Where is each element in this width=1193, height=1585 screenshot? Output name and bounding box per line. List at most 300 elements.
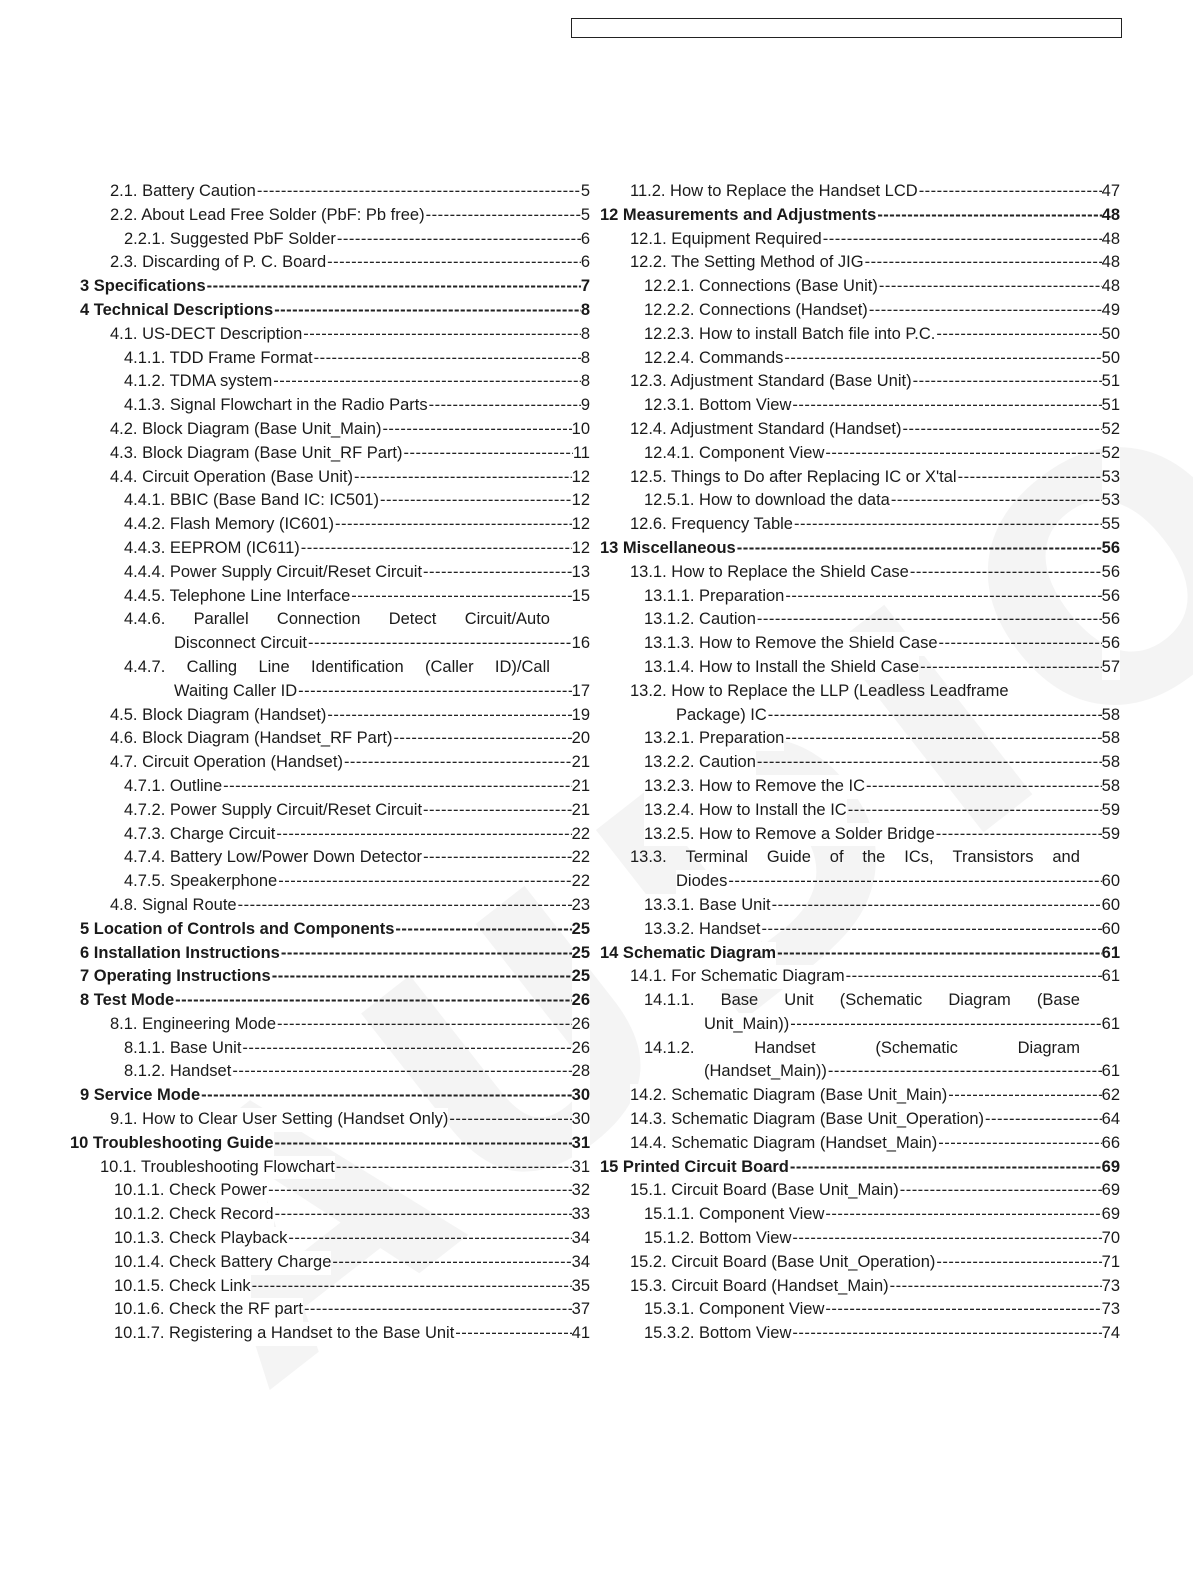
- toc-entry-title: 12.2. The Setting Method of JIG: [630, 251, 864, 275]
- toc-entry-title: 4.1.1. TDD Frame Format: [124, 347, 313, 371]
- toc-entry-title: 12.2.3. How to install Batch file into P.C.: [644, 323, 935, 347]
- toc-entry-page: 70: [1102, 1227, 1120, 1251]
- toc-entry-page: 26: [572, 1013, 590, 1037]
- toc-entry-title: 13 Miscellaneous: [600, 537, 736, 561]
- dot-leader: [422, 799, 572, 823]
- toc-entry[interactable]: [644, 347, 1120, 371]
- dot-leader: [912, 370, 1102, 394]
- toc-entry-page: 8: [581, 370, 590, 394]
- toc-entry-title: 2.2.1. Suggested PbF Solder: [124, 228, 336, 252]
- dot-leader: [756, 608, 1102, 632]
- toc-entry[interactable]: [644, 1298, 1120, 1322]
- toc-entry-page: 11: [573, 442, 590, 466]
- toc-entry-title: 15.3. Circuit Board (Handset_Main): [630, 1275, 889, 1299]
- toc-entry-title: 15.2. Circuit Board (Base Unit_Operation): [630, 1251, 935, 1275]
- toc-entry-word: Identification: [310, 657, 404, 676]
- toc-entry-title: Unit_Main)): [704, 1013, 789, 1037]
- dot-leader: [935, 823, 1102, 847]
- dot-leader: [935, 323, 1101, 347]
- toc-entry-page: 69: [1102, 1203, 1120, 1227]
- toc-entry-title: 12.1. Equipment Required: [630, 228, 822, 252]
- toc-entry-word: 14.1.2.: [644, 1038, 695, 1057]
- toc-entry-title: Package) IC: [676, 704, 767, 728]
- toc-entry[interactable]: [630, 228, 1120, 252]
- toc-entry-page: 53: [1102, 466, 1120, 490]
- toc-entry-page: 22: [572, 823, 590, 847]
- toc-entry[interactable]: [600, 846, 1120, 894]
- toc-entry-title: 14.2. Schematic Diagram (Base Unit_Main): [630, 1084, 947, 1108]
- toc-entry-page: 9: [581, 394, 590, 418]
- toc-entry-title: Disconnect Circuit: [174, 632, 307, 656]
- toc-entry[interactable]: [110, 466, 590, 490]
- dot-leader: [326, 704, 571, 728]
- dot-leader: [827, 1060, 1102, 1084]
- toc-entry-page: 47: [1102, 180, 1120, 204]
- dot-leader: [274, 1132, 572, 1156]
- toc-entry-title: 3 Specifications: [80, 275, 206, 299]
- toc-entry-title: 2.1. Battery Caution: [110, 180, 256, 204]
- toc-entry[interactable]: [124, 846, 590, 870]
- toc-entry-page: 19: [572, 704, 590, 728]
- toc-entry-page: 21: [572, 775, 590, 799]
- toc-entry-word: Detect: [388, 610, 437, 629]
- dot-leader: [174, 989, 572, 1013]
- toc-entry[interactable]: [114, 1322, 590, 1346]
- toc-entry-title: 13.2.4. How to Install the IC: [644, 799, 847, 823]
- toc-entry[interactable]: [114, 1227, 590, 1251]
- toc-entry-page: 50: [1102, 323, 1120, 347]
- toc-entry[interactable]: [600, 989, 1120, 1037]
- toc-entry-title: 9 Service Mode: [80, 1084, 200, 1108]
- toc-entry-title: 15.1.1. Component View: [644, 1203, 824, 1227]
- toc-chapter[interactable]: [80, 299, 590, 323]
- toc-entry-word: 4.4.6.: [124, 610, 166, 629]
- toc-entry-title: 10 Troubleshooting Guide: [70, 1132, 274, 1156]
- toc-entry[interactable]: [644, 751, 1120, 775]
- toc-entry[interactable]: [70, 608, 590, 656]
- dot-leader: [336, 228, 581, 252]
- dot-leader: [902, 418, 1102, 442]
- toc-entry[interactable]: [114, 1251, 590, 1275]
- toc-entry[interactable]: [110, 704, 590, 728]
- toc-entry-page: 61: [1101, 1014, 1120, 1033]
- toc-entry-title: Waiting Caller ID: [174, 680, 297, 704]
- toc-entry-title: 12 Measurements and Adjustments: [600, 204, 876, 228]
- toc-entry-page: 7: [581, 275, 590, 299]
- toc-entry[interactable]: [114, 1275, 590, 1299]
- toc-entry-page: 8: [581, 347, 590, 371]
- toc-entry-title: 13.1.3. How to Remove the Shield Case: [644, 632, 938, 656]
- toc-entry[interactable]: [124, 228, 590, 252]
- dot-leader: [272, 370, 581, 394]
- toc-entry-page: 12: [572, 537, 590, 561]
- toc-entry[interactable]: [644, 727, 1120, 751]
- toc-entry-word: Line: [258, 657, 290, 676]
- toc-entry[interactable]: [110, 1108, 590, 1132]
- toc-entry-page: 26: [572, 989, 590, 1013]
- toc-chapter[interactable]: [600, 204, 1120, 228]
- toc-entry-page: 69: [1102, 1179, 1120, 1203]
- dot-leader: [331, 1251, 571, 1275]
- dot-leader: [381, 418, 571, 442]
- dot-leader: [736, 537, 1102, 561]
- dot-leader: [403, 442, 573, 466]
- toc-entry-page: 34: [572, 1251, 590, 1275]
- toc-entry[interactable]: [644, 632, 1120, 656]
- toc-entry-page: 62: [1102, 1084, 1120, 1108]
- dot-leader: [241, 1037, 571, 1061]
- toc-entry-title: 12.5.1. How to download the data: [644, 489, 890, 513]
- toc-entry-page: 50: [1102, 347, 1120, 371]
- toc-entry[interactable]: [110, 323, 590, 347]
- toc-entry-word: Base: [720, 991, 759, 1010]
- dot-leader: [776, 942, 1102, 966]
- toc-entry-page: 33: [572, 1203, 590, 1227]
- toc-entry[interactable]: [630, 561, 1120, 585]
- toc-entry-page: 74: [1102, 1322, 1120, 1346]
- toc-entry-page: 37: [572, 1298, 590, 1322]
- toc-entry-title: 4.6. Block Diagram (Handset_RF Part): [110, 727, 392, 751]
- toc-entry[interactable]: [600, 1037, 1120, 1085]
- dot-leader: [767, 704, 1102, 728]
- dot-leader: [280, 942, 572, 966]
- dot-leader: [771, 894, 1102, 918]
- toc-entry-title: 12.3. Adjustment Standard (Base Unit): [630, 370, 912, 394]
- toc-entry-page: 17: [571, 681, 590, 700]
- toc-entry-page: 16: [571, 634, 590, 653]
- toc-entry-title: 4.7.1. Outline: [124, 775, 222, 799]
- toc-entry[interactable]: [644, 1322, 1120, 1346]
- toc-entry-page: 10: [572, 418, 590, 442]
- toc-entry[interactable]: [600, 680, 1120, 728]
- toc-chapter[interactable]: [600, 537, 1120, 561]
- toc-entry-page: 12: [572, 489, 590, 513]
- toc-entry-title: 12.2.1. Connections (Base Unit): [644, 275, 878, 299]
- dot-leader: [379, 489, 572, 513]
- dot-leader: [275, 823, 571, 847]
- toc-entry-page: 48: [1102, 204, 1120, 228]
- toc-entry-page: 22: [572, 870, 590, 894]
- toc-entry-word: 4.4.7.: [124, 657, 166, 676]
- toc-entry-page: 61: [1102, 965, 1120, 989]
- toc-entry-page: 56: [1102, 561, 1120, 585]
- dot-leader: [789, 1156, 1102, 1180]
- dot-leader: [784, 727, 1101, 751]
- toc-entry[interactable]: [644, 323, 1120, 347]
- toc-entry[interactable]: [114, 1298, 590, 1322]
- toc-entry-page: 31: [572, 1156, 590, 1180]
- toc-entry[interactable]: [630, 1132, 1120, 1156]
- toc-entry-title: 10.1.1. Check Power: [114, 1179, 267, 1203]
- toc-entry[interactable]: [630, 1179, 1120, 1203]
- toc-entry-title: 2.3. Discarding of P. C. Board: [110, 251, 326, 275]
- toc-entry-title: 4.1.3. Signal Flowchart in the Radio Parts: [124, 394, 428, 418]
- toc-entry-title: 4.7.4. Battery Low/Power Down Detector: [124, 846, 422, 870]
- toc-entry[interactable]: [110, 180, 590, 204]
- toc-entry-page: 8: [581, 323, 590, 347]
- toc-entry-page: 56: [1102, 632, 1120, 656]
- dot-leader: [251, 1275, 572, 1299]
- dot-leader: [957, 466, 1102, 490]
- toc-entry[interactable]: [644, 1203, 1120, 1227]
- toc-entry-page: 58: [1102, 775, 1120, 799]
- toc-entry[interactable]: [630, 180, 1120, 204]
- toc-entry[interactable]: [644, 585, 1120, 609]
- toc-entry-title: 6 Installation Instructions: [80, 942, 280, 966]
- toc-entry[interactable]: [630, 513, 1120, 537]
- toc-entry-title: 8.1.2. Handset: [124, 1060, 231, 1084]
- toc-entry[interactable]: [124, 585, 590, 609]
- toc-entry-title: 4.3. Block Diagram (Base Unit_RF Part): [110, 442, 403, 466]
- toc-entry-title: 12.4. Adjustment Standard (Handset): [630, 418, 902, 442]
- toc-entry-title: 13.2.3. How to Remove the IC: [644, 775, 865, 799]
- toc-entry-title: 13.1.1. Preparation: [644, 585, 784, 609]
- toc-entry-page: 71: [1102, 1251, 1120, 1275]
- toc-entry[interactable]: [110, 894, 590, 918]
- dot-leader: [918, 180, 1102, 204]
- toc-entry[interactable]: [644, 299, 1120, 323]
- dot-leader: [206, 275, 581, 299]
- toc-entry[interactable]: [644, 608, 1120, 632]
- toc-entry[interactable]: [124, 347, 590, 371]
- toc-entry-word: Calling: [186, 657, 238, 676]
- toc-entry[interactable]: [110, 204, 590, 228]
- dot-leader: [864, 251, 1102, 275]
- toc-entry-page: 51: [1102, 394, 1120, 418]
- toc-entry[interactable]: [644, 799, 1120, 823]
- toc-entry-title: 14.1. For Schematic Diagram: [630, 965, 845, 989]
- toc-entry-page: 30: [572, 1084, 590, 1108]
- toc-entry[interactable]: [110, 727, 590, 751]
- toc-entry[interactable]: [124, 870, 590, 894]
- dot-leader: [313, 347, 581, 371]
- toc-entry[interactable]: [644, 918, 1120, 942]
- toc-entry-page: 69: [1102, 1156, 1120, 1180]
- toc-entry-page: 60: [1102, 918, 1120, 942]
- toc-entry[interactable]: [124, 823, 590, 847]
- toc-entry-title: 4.4. Circuit Operation (Base Unit): [110, 466, 353, 490]
- dot-leader: [824, 442, 1101, 466]
- toc-entry[interactable]: [630, 1084, 1120, 1108]
- toc-entry-page: 8: [581, 299, 590, 323]
- toc-entry-title: 13.1.2. Caution: [644, 608, 756, 632]
- dot-leader: [326, 251, 581, 275]
- dot-leader: [277, 870, 571, 894]
- toc-entry[interactable]: [124, 370, 590, 394]
- dot-leader: [824, 1298, 1101, 1322]
- toc-chapter[interactable]: [600, 1156, 1120, 1180]
- toc-entry-page: 52: [1102, 418, 1120, 442]
- toc-entry-page: 60: [1101, 872, 1120, 891]
- dot-leader: [300, 537, 572, 561]
- toc-entry[interactable]: [124, 1060, 590, 1084]
- toc-entry[interactable]: [644, 394, 1120, 418]
- dot-leader: [791, 1322, 1101, 1346]
- toc-chapter[interactable]: [80, 1084, 590, 1108]
- toc-entry[interactable]: [644, 1227, 1120, 1251]
- toc-entry-title: Diodes: [676, 870, 727, 894]
- toc-entry[interactable]: [644, 823, 1120, 847]
- toc-chapter[interactable]: [80, 989, 590, 1013]
- toc-entry-word: Transistors: [952, 848, 1034, 867]
- dot-leader: [727, 870, 1101, 894]
- toc-entry-title: (Handset_Main)): [704, 1060, 827, 1084]
- toc-entry-word: (Base: [1036, 991, 1080, 1010]
- dot-leader: [307, 632, 572, 656]
- header-frame: [571, 18, 1122, 38]
- toc-chapter[interactable]: [80, 942, 590, 966]
- toc-entry[interactable]: [630, 418, 1120, 442]
- toc-entry[interactable]: [114, 1203, 590, 1227]
- toc-entry[interactable]: [124, 394, 590, 418]
- toc-entry-page: 23: [572, 894, 590, 918]
- toc-entry-page: 58: [1102, 727, 1120, 751]
- toc-entry[interactable]: [630, 1251, 1120, 1275]
- toc-entry-title: 13.2.5. How to Remove a Solder Bridge: [644, 823, 935, 847]
- toc-entry[interactable]: [124, 1037, 590, 1061]
- toc-entry-title: 10.1.4. Check Battery Charge: [114, 1251, 331, 1275]
- toc-entry-title: 10.1.5. Check Link: [114, 1275, 251, 1299]
- toc-entry-page: 31: [572, 1132, 590, 1156]
- toc-entry-page: 28: [572, 1060, 590, 1084]
- toc-entry-title: 15.3.1. Component View: [644, 1298, 824, 1322]
- toc-entry-word: (Caller: [424, 657, 474, 676]
- toc-entry-page: 48: [1102, 251, 1120, 275]
- toc-entry-title: 4.2. Block Diagram (Base Unit_Main): [110, 418, 381, 442]
- toc-entry-page: 58: [1102, 751, 1120, 775]
- dot-leader: [428, 394, 581, 418]
- toc-entry-title: 10.1.3. Check Playback: [114, 1227, 287, 1251]
- toc-entry[interactable]: [124, 561, 590, 585]
- toc-entry-word: Unit: [784, 991, 814, 1010]
- toc-entry-page: 52: [1102, 442, 1120, 466]
- toc-chapter[interactable]: [70, 1132, 590, 1156]
- toc-entry-page: 64: [1102, 1108, 1120, 1132]
- dot-leader: [297, 680, 571, 704]
- toc-entry-title: 9.1. How to Clear User Setting (Handset Only): [110, 1108, 448, 1132]
- toc-entry-title: 12.2.2. Connections (Handset): [644, 299, 868, 323]
- dot-leader: [425, 204, 581, 228]
- toc-entry-title: 10.1.6. Check the RF part: [114, 1298, 303, 1322]
- toc-entry[interactable]: [110, 418, 590, 442]
- dot-leader: [947, 1084, 1101, 1108]
- toc-entry-title: 15.1.2. Bottom View: [644, 1227, 791, 1251]
- toc-entry[interactable]: [644, 275, 1120, 299]
- dot-leader: [335, 1156, 572, 1180]
- toc-entry-word: Guide: [766, 848, 811, 867]
- toc-entry-word: ID)/Call: [494, 657, 550, 676]
- dot-leader: [271, 965, 572, 989]
- toc-entry-title: 4.7.5. Speakerphone: [124, 870, 277, 894]
- toc-entry[interactable]: [100, 1156, 590, 1180]
- toc-entry[interactable]: [124, 537, 590, 561]
- dot-leader: [231, 1060, 571, 1084]
- toc-entry-page: 55: [1102, 513, 1120, 537]
- toc-entry[interactable]: [630, 1275, 1120, 1299]
- toc-entry[interactable]: [110, 1013, 590, 1037]
- toc-entry[interactable]: [644, 656, 1120, 680]
- toc-entry-title: 2.2. About Lead Free Solder (PbF: Pb free): [110, 204, 425, 228]
- toc-entry[interactable]: [644, 894, 1120, 918]
- toc-chapter[interactable]: [80, 965, 590, 989]
- toc-entry-word: and: [1052, 848, 1080, 867]
- toc-entry-word: Circuit/Auto: [464, 610, 550, 629]
- toc-entry[interactable]: [110, 751, 590, 775]
- dot-leader: [784, 585, 1101, 609]
- toc-entry-page: 21: [572, 751, 590, 775]
- toc-entry[interactable]: [124, 775, 590, 799]
- toc-entry-title: 11.2. How to Replace the Handset LCD: [630, 180, 918, 204]
- toc-entry[interactable]: [124, 799, 590, 823]
- toc-entry[interactable]: [124, 513, 590, 537]
- toc-entry-page: 35: [572, 1275, 590, 1299]
- dot-leader: [899, 1179, 1102, 1203]
- dot-leader: [847, 799, 1102, 823]
- toc-entry[interactable]: [630, 466, 1120, 490]
- toc-chapter[interactable]: [600, 942, 1120, 966]
- dot-leader: [422, 561, 572, 585]
- toc-entry[interactable]: [114, 1179, 590, 1203]
- toc-entry[interactable]: [630, 965, 1120, 989]
- toc-chapter[interactable]: [80, 918, 590, 942]
- toc-entry-title: 4 Technical Descriptions: [80, 299, 273, 323]
- toc-entry[interactable]: [110, 442, 590, 466]
- toc-entry[interactable]: [644, 489, 1120, 513]
- toc-entry-title: 15.1. Circuit Board (Base Unit_Main): [630, 1179, 899, 1203]
- toc-entry-word: 14.1.1.: [644, 991, 695, 1010]
- toc-entry[interactable]: [644, 775, 1120, 799]
- dot-leader: [353, 466, 572, 490]
- toc-entry[interactable]: [630, 1108, 1120, 1132]
- toc-entry-page: 26: [572, 1037, 590, 1061]
- dot-leader: [273, 299, 581, 323]
- toc-entry-page: 57: [1102, 656, 1120, 680]
- toc-entry-title: 5 Location of Controls and Components: [80, 918, 394, 942]
- toc-entry-page: 66: [1102, 1132, 1120, 1156]
- dot-leader: [422, 846, 572, 870]
- dot-leader: [448, 1108, 571, 1132]
- toc-entry-page: 6: [581, 251, 590, 275]
- toc-entry[interactable]: [630, 370, 1120, 394]
- toc-entry-title: 13.2.2. Caution: [644, 751, 756, 775]
- toc-entry-word: (Schematic: [875, 1038, 958, 1057]
- dot-leader: [334, 513, 572, 537]
- toc-entry-title: 12.5. Things to Do after Replacing IC or X'tal: [630, 466, 957, 490]
- toc-entry[interactable]: [110, 251, 590, 275]
- toc-entry-page: 32: [572, 1179, 590, 1203]
- toc-entry[interactable]: [630, 251, 1120, 275]
- toc-chapter[interactable]: [80, 275, 590, 299]
- dot-leader: [454, 1322, 571, 1346]
- toc-entry-title: 12.3.1. Bottom View: [644, 394, 791, 418]
- toc-entry-page: 58: [1101, 705, 1120, 724]
- dot-leader: [919, 656, 1101, 680]
- toc-entry-title: 13.3.2. Handset: [644, 918, 761, 942]
- toc-entry-page: 21: [572, 799, 590, 823]
- toc-entry-page: 5: [581, 204, 590, 228]
- toc-entry-page: 13: [572, 561, 590, 585]
- dot-leader: [392, 727, 571, 751]
- dot-leader: [350, 585, 571, 609]
- dot-leader: [274, 1203, 572, 1227]
- toc-entry[interactable]: [124, 489, 590, 513]
- toc-entry-page: 56: [1102, 537, 1120, 561]
- toc-entry-page: 59: [1102, 799, 1120, 823]
- toc-entry-page: 48: [1102, 275, 1120, 299]
- toc-entry[interactable]: [644, 442, 1120, 466]
- toc-entry[interactable]: [70, 656, 590, 704]
- toc-entry-page: 61: [1101, 1062, 1120, 1081]
